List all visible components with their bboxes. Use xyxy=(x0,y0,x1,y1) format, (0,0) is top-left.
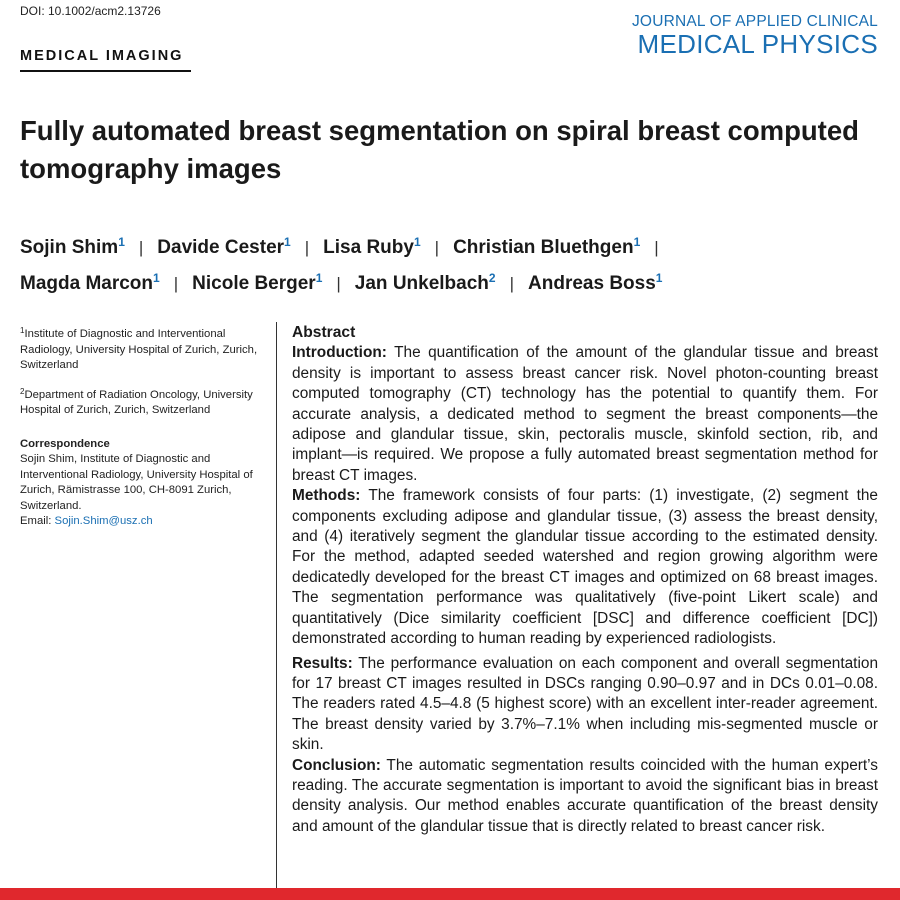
footer-color-bar xyxy=(0,888,900,900)
author: Magda Marcon$^1$ xyxy=(20,271,160,294)
abstract-introduction: Introduction: The quantification of the amount of the glandular tissue and breast density is important to assess breast cancer risk. Novel photon-counting breast computed tomography (CT) technology has the potential to quantify them. For accurate analysis, a dedicated method to segment the breast components—the adipose and glandular tissue, skin, pectoralis muscle, skinfold section, rib, and implant—is required. We propose a fully automated breast segmentation method for breast CT images. xyxy=(292,344,878,484)
abstract-heading: Abstract xyxy=(292,324,356,341)
correspondence-email: Email: Sojin.Shim@usz.ch xyxy=(20,515,153,527)
author: Jan Unkelbach$^2$ xyxy=(354,271,496,294)
author: Davide Cester$^1$ xyxy=(157,235,291,258)
doi-text: DOI: 10.1002/acm2.13726 xyxy=(20,4,161,18)
journal-name-line1: JOURNAL OF APPLIED CLINICAL xyxy=(631,13,878,30)
email-link[interactable]: Sojin.Shim@usz.ch xyxy=(54,515,153,527)
column-divider xyxy=(276,322,277,888)
abstract xyxy=(292,323,878,837)
author-separator: | xyxy=(304,238,310,257)
author: Nicole Berger$^1$ xyxy=(192,271,323,294)
author-separator: | xyxy=(434,238,440,257)
author-separator: | xyxy=(336,274,341,293)
author-separator: | xyxy=(173,274,179,293)
author-separator: | xyxy=(509,274,515,293)
author: Christian Bluethgen$^1$ xyxy=(453,235,641,258)
correspondence-text: Sojin Shim, Institute of Diagnostic and Interventional Radiology, University Hospital of Zurich, Rämistrasse 100, CH-8091 Zurich, Switzerland. xyxy=(20,453,253,512)
affiliation: $^1$Institute of Diagnostic and Interventional Radiology, University Hospital of Zurich, Zurich, Switzerland xyxy=(20,326,258,371)
abstract-conclusion: Conclusion: The automatic segmentation results coincided with the human expert’s reading. The accurate segmentation is important to avoid the significant bias in breast density analysis. Our method enables accurate quantification of the breast density and amount of the glandular tissue that is directly related to breast cancer risk. xyxy=(292,756,879,835)
journal-logo xyxy=(632,13,878,58)
author: Andreas Boss$^1$ xyxy=(528,271,663,294)
affiliation: $^2$Department of Radiation Oncology, University Hospital of Zurich, Zurich, Switzerland xyxy=(20,386,253,416)
author-separator: | xyxy=(138,238,144,257)
correspondence-heading: Correspondence xyxy=(20,437,110,450)
abstract-results: Results: The performance evaluation on each component and overall segmentation for 17 breast CT images resulted in DSCs ranging 0.90–0.97 and in DCs 0.01–0.08. The readers rated 4.5–4.8 (5 highest score) with an excellent inter-reader agreement. The breast density varied by 3.7%–7.1% when including mis-segmented muscle or skin. xyxy=(292,654,878,754)
article-title: Fully automated breast segmentation on spiral breast computed tomography images xyxy=(20,115,859,184)
section-label: MEDICAL IMAGING xyxy=(20,48,184,64)
journal-name-line2: MEDICAL PHYSICS xyxy=(637,29,878,59)
author: Sojin Shim$^1$ xyxy=(20,235,125,258)
author-separator: | xyxy=(654,238,659,257)
author-list xyxy=(20,227,880,299)
author: Lisa Ruby$^1$ xyxy=(323,235,421,258)
sidebar-info xyxy=(20,323,260,530)
section-underline xyxy=(20,70,191,72)
abstract-methods: Methods: The framework consists of four parts: (1) investigate, (2) segment the components excluding adipose and glandular tissue, (3) assess the breast density, and (4) iteratively segment the glandular tissue according to the estimated density. For the method, adapted seeded watershed and region growing algorithm were dedicatedly developed for the breast CT images and optimized on 68 breast images. The segmentation performance was qualitatively (five-point Likert scale) and quantitatively (Dice similarity coefficient [DSC] and difference coefficient [DC]) demonstrated according to human reading by experienced radiologists. xyxy=(292,487,878,648)
